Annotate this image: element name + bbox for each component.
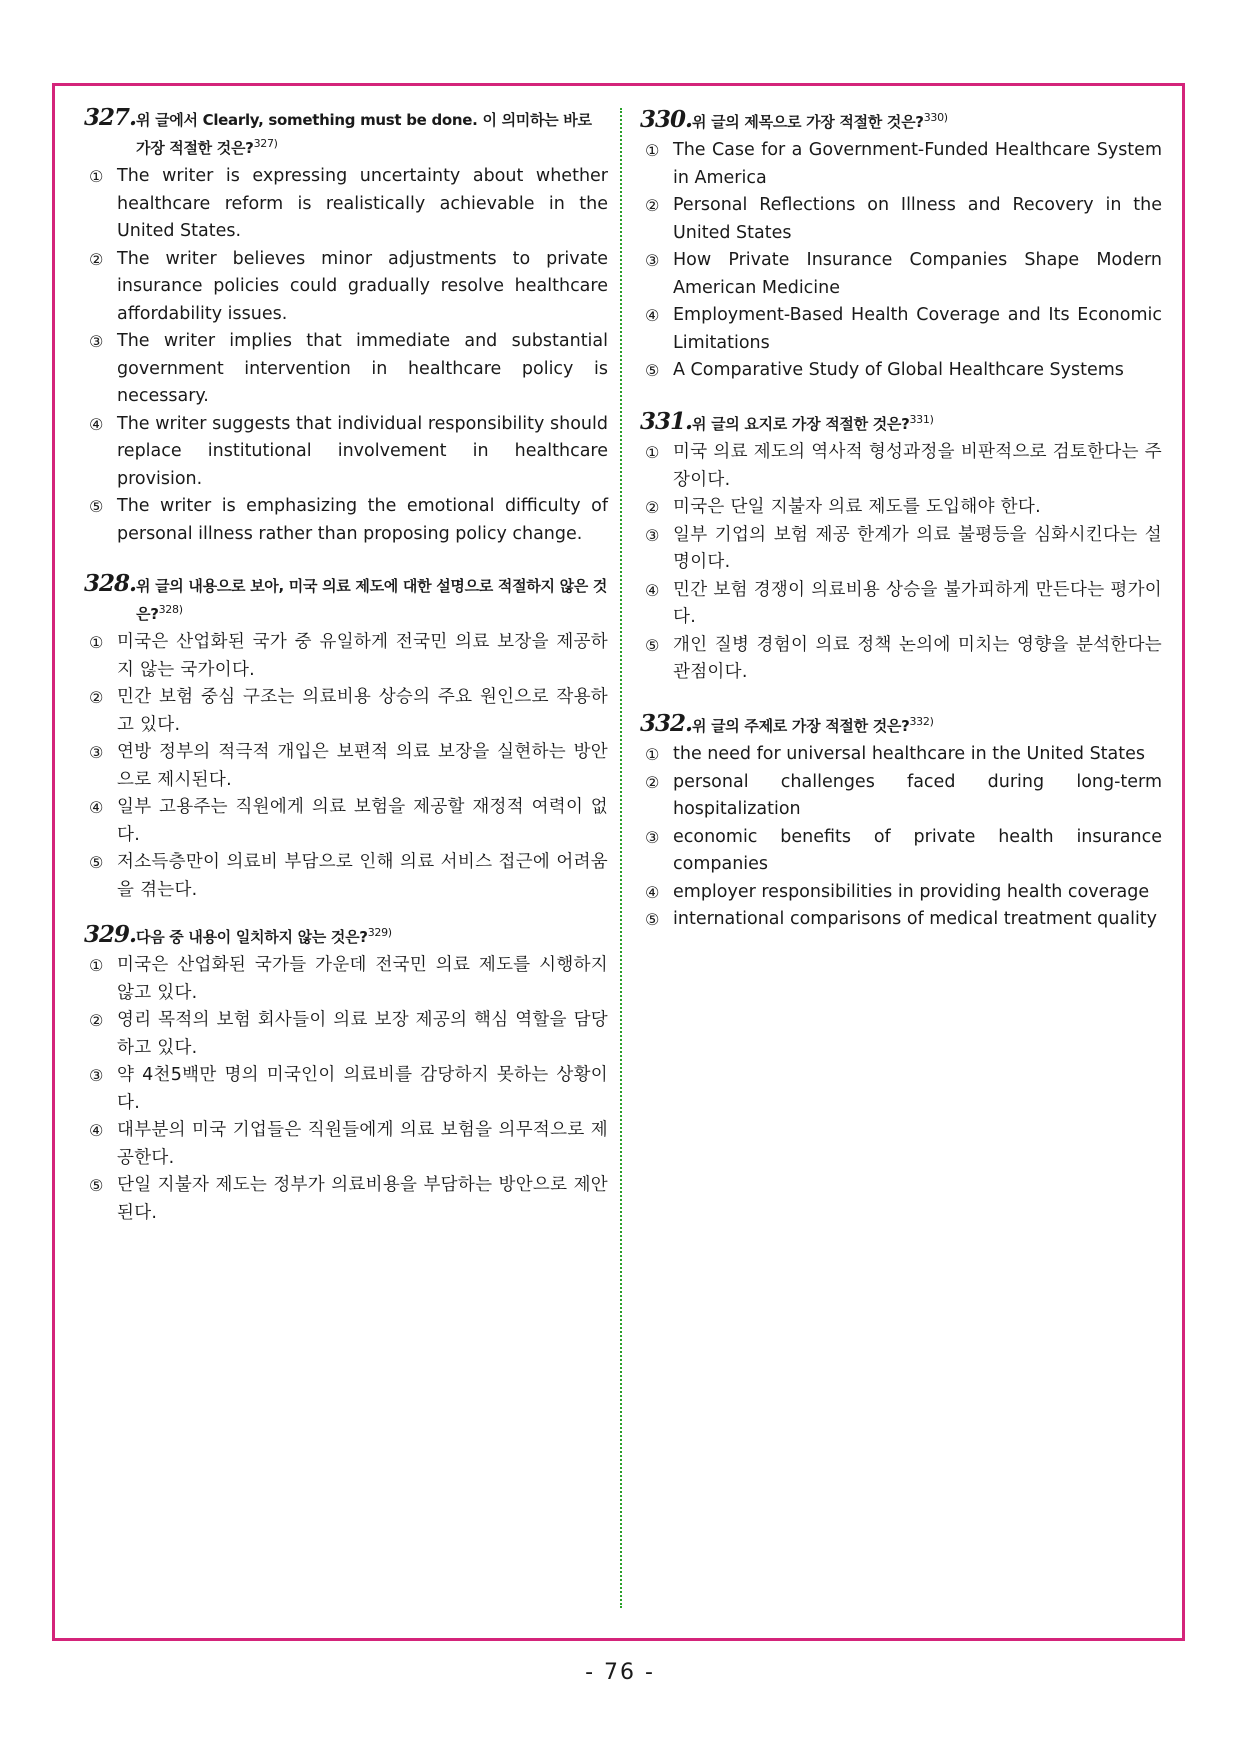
- question-328: [84, 572, 608, 904]
- answer-option: [89, 684, 608, 739]
- option-list: [640, 741, 1162, 934]
- option-marker: ④: [89, 798, 104, 817]
- option-marker: ②: [89, 688, 104, 707]
- footnote-marker: 329): [367, 926, 392, 939]
- option-text: The Case for a Government-Funded Healthcare System in America: [673, 140, 1162, 188]
- option-text: employer responsibilities in providing health coverage: [673, 881, 1150, 902]
- option-list: [640, 439, 1162, 687]
- option-marker: ②: [645, 196, 660, 215]
- answer-option: [89, 411, 608, 494]
- option-marker: ⑤: [645, 910, 660, 929]
- option-list: [640, 137, 1162, 385]
- answer-option: [645, 494, 1162, 522]
- answer-option: [645, 741, 1162, 769]
- option-marker: ①: [645, 745, 660, 764]
- answer-option: [645, 192, 1162, 247]
- option-text: 일부 기업의 보험 제공 한계가 의료 불평등을 심화시킨다는 설명이다.: [673, 524, 1162, 572]
- answer-option: [645, 522, 1162, 577]
- option-marker: ⑤: [645, 361, 660, 380]
- answer-option: [645, 137, 1162, 192]
- option-marker: ①: [89, 956, 104, 975]
- option-text: 저소득층만이 의료비 부담으로 인해 의료 서비스 접근에 어려움을 겪는다.: [117, 852, 608, 900]
- page-number: - 76 -: [585, 1660, 655, 1685]
- option-marker: ③: [89, 1066, 104, 1085]
- option-text: 미국은 산업화된 국가 중 유일하게 전국민 의료 보장을 제공하지 않는 국가이다.: [117, 632, 608, 680]
- option-text: Personal Reflections on Illness and Recovery in the United States: [673, 195, 1162, 243]
- answer-option: [89, 1117, 608, 1172]
- question-number: 329.: [84, 921, 137, 948]
- answer-option: [89, 739, 608, 794]
- answer-option: [89, 1062, 608, 1117]
- option-text: 연방 정부의 적극적 개입은 보편적 의료 보장을 실현하는 방안으로 제시된다.: [117, 742, 608, 790]
- option-marker: ④: [645, 306, 660, 325]
- option-marker: ②: [89, 1011, 104, 1030]
- option-marker: ⑤: [89, 853, 104, 872]
- answer-option: [89, 493, 608, 548]
- footnote-marker: 331): [909, 413, 934, 426]
- question-number: 327.: [84, 104, 137, 131]
- option-marker: ③: [645, 251, 660, 270]
- option-marker: ①: [645, 443, 660, 462]
- question-title: 위 글의 제목으로 가장 적절한 것은?: [692, 113, 924, 131]
- answer-option: [89, 163, 608, 246]
- answer-option: [645, 247, 1162, 302]
- question-332: [640, 710, 1162, 934]
- footnote-marker: 330): [923, 111, 948, 124]
- option-text: 영리 목적의 보험 회사들이 의료 보장 제공의 핵심 역할을 담당하고 있다.: [117, 1010, 608, 1058]
- option-list: [84, 952, 608, 1227]
- question-number: 331.: [640, 408, 693, 435]
- answer-option: [645, 824, 1162, 879]
- footnote-marker: 332): [909, 715, 934, 728]
- question-number: 332.: [640, 710, 693, 737]
- answer-option: [89, 1007, 608, 1062]
- option-marker: ①: [89, 167, 104, 186]
- option-text: The writer is expressing uncertainty about whether healthcare reform is realistically achievable in the United States.: [117, 166, 608, 241]
- option-text: The writer implies that immediate and substantial government intervention in healthcare policy is necessary.: [117, 331, 608, 406]
- option-list: [84, 629, 608, 904]
- option-marker: ⑤: [645, 635, 660, 655]
- option-marker: ④: [645, 580, 660, 600]
- answer-option: [89, 1172, 608, 1227]
- option-marker: ③: [89, 743, 104, 762]
- option-text: 단일 지불자 제도는 정부가 의료비용을 부담하는 방안으로 제안된다.: [117, 1175, 608, 1223]
- option-text: 민간 보험 중심 구조는 의료비용 상승의 주요 원인으로 작용하고 있다.: [117, 687, 608, 735]
- option-text: The writer suggests that individual responsibility should replace institutional involvement in healthcare provision.: [117, 413, 608, 489]
- option-marker: ②: [89, 249, 104, 269]
- answer-option: [645, 906, 1162, 934]
- answer-option: [89, 794, 608, 849]
- option-text: 미국은 산업화된 국가들 가운데 전국민 의료 제도를 시행하지 않고 있다.: [117, 955, 608, 1003]
- option-text: the need for universal healthcare in the United States: [673, 744, 1146, 764]
- option-marker: ②: [645, 772, 660, 792]
- answer-option: [645, 439, 1162, 494]
- question-heading: [640, 106, 1162, 134]
- option-marker: ③: [645, 525, 660, 545]
- option-marker: ④: [645, 882, 660, 902]
- question-heading: [84, 921, 608, 949]
- option-marker: ④: [89, 1121, 104, 1140]
- option-text: 대부분의 미국 기업들은 직원들에게 의료 보험을 의무적으로 제공한다.: [117, 1120, 608, 1168]
- option-text: 일부 고용주는 직원에게 의료 보험을 제공할 재정적 여력이 없다.: [117, 797, 608, 845]
- option-text: economic benefits of private health insurance companies: [673, 826, 1162, 874]
- footnote-marker: 327): [253, 137, 278, 150]
- option-text: Employment-Based Health Coverage and Its Economic Limitations: [673, 305, 1162, 353]
- answer-option: [645, 769, 1162, 824]
- answer-option: [645, 577, 1162, 632]
- answer-option: [89, 952, 608, 1007]
- question-title: 위 글의 내용으로 보아, 미국 의료 제도에 대한 설명으로 적절하지 않은 것은?: [136, 577, 608, 623]
- answer-option: [645, 302, 1162, 357]
- option-text: The writer believes minor adjustments to private insurance policies could gradually resolve healthcare affordability issues.: [117, 248, 608, 324]
- option-list: [84, 163, 608, 548]
- option-text: How Private Insurance Companies Shape Modern American Medicine: [673, 250, 1162, 298]
- option-marker: ①: [89, 633, 104, 652]
- question-327: [84, 106, 608, 548]
- option-text: international comparisons of medical treatment quality: [673, 909, 1158, 929]
- question-number: 330.: [640, 106, 693, 133]
- answer-option: [89, 849, 608, 904]
- question-title: 위 글의 주제로 가장 적절한 것은?: [692, 717, 910, 735]
- option-marker: ①: [645, 141, 660, 160]
- answer-option: [645, 879, 1162, 907]
- question-329: [84, 921, 608, 1227]
- question-heading: [640, 710, 1162, 738]
- question-title: 위 글의 요지로 가장 적절한 것은?: [692, 415, 910, 433]
- option-text: 미국은 단일 지불자 의료 제도를 도입해야 한다.: [673, 497, 1041, 517]
- question-heading: [84, 572, 608, 626]
- option-marker: ②: [645, 498, 660, 517]
- question-number: 328.: [84, 570, 137, 597]
- option-marker: ⑤: [89, 1176, 104, 1195]
- option-marker: ④: [89, 414, 104, 434]
- column-divider: [620, 108, 622, 1608]
- option-marker: ⑤: [89, 497, 104, 516]
- question-heading: [640, 408, 1162, 436]
- option-marker: ③: [89, 332, 104, 351]
- question-title: 다음 중 내용이 일치하지 않는 것은?: [136, 928, 368, 946]
- answer-option: [89, 246, 608, 329]
- question-330: [640, 106, 1162, 385]
- option-text: 개인 질병 경험이 의료 정책 논의에 미치는 영향을 분석한다는 관점이다.: [673, 634, 1162, 682]
- question-331: [640, 408, 1162, 687]
- question-heading: [84, 106, 608, 160]
- answer-option: [645, 357, 1162, 385]
- option-text: 약 4천5백만 명의 미국인이 의료비를 감당하지 못하는 상황이다.: [117, 1065, 608, 1113]
- answer-option: [645, 632, 1162, 687]
- answer-option: [89, 328, 608, 411]
- option-text: 민간 보험 경쟁이 의료비용 상승을 불가피하게 만든다는 평가이다.: [673, 579, 1162, 627]
- option-marker: ③: [645, 827, 660, 847]
- footnote-marker: 328): [158, 603, 183, 616]
- option-text: 미국 의료 제도의 역사적 형성과정을 비판적으로 검토한다는 주장이다.: [673, 442, 1162, 490]
- option-text: The writer is emphasizing the emotional difficulty of personal illness rather than proposing policy change.: [117, 496, 608, 544]
- option-text: A Comparative Study of Global Healthcare Systems: [673, 360, 1124, 380]
- question-title: 위 글에서 Clearly, something must be done. 이 의미하는 바로 가장 적절한 것은?: [136, 111, 592, 157]
- option-text: personal challenges faced during long-term hospitalization: [673, 771, 1162, 819]
- answer-option: [89, 629, 608, 684]
